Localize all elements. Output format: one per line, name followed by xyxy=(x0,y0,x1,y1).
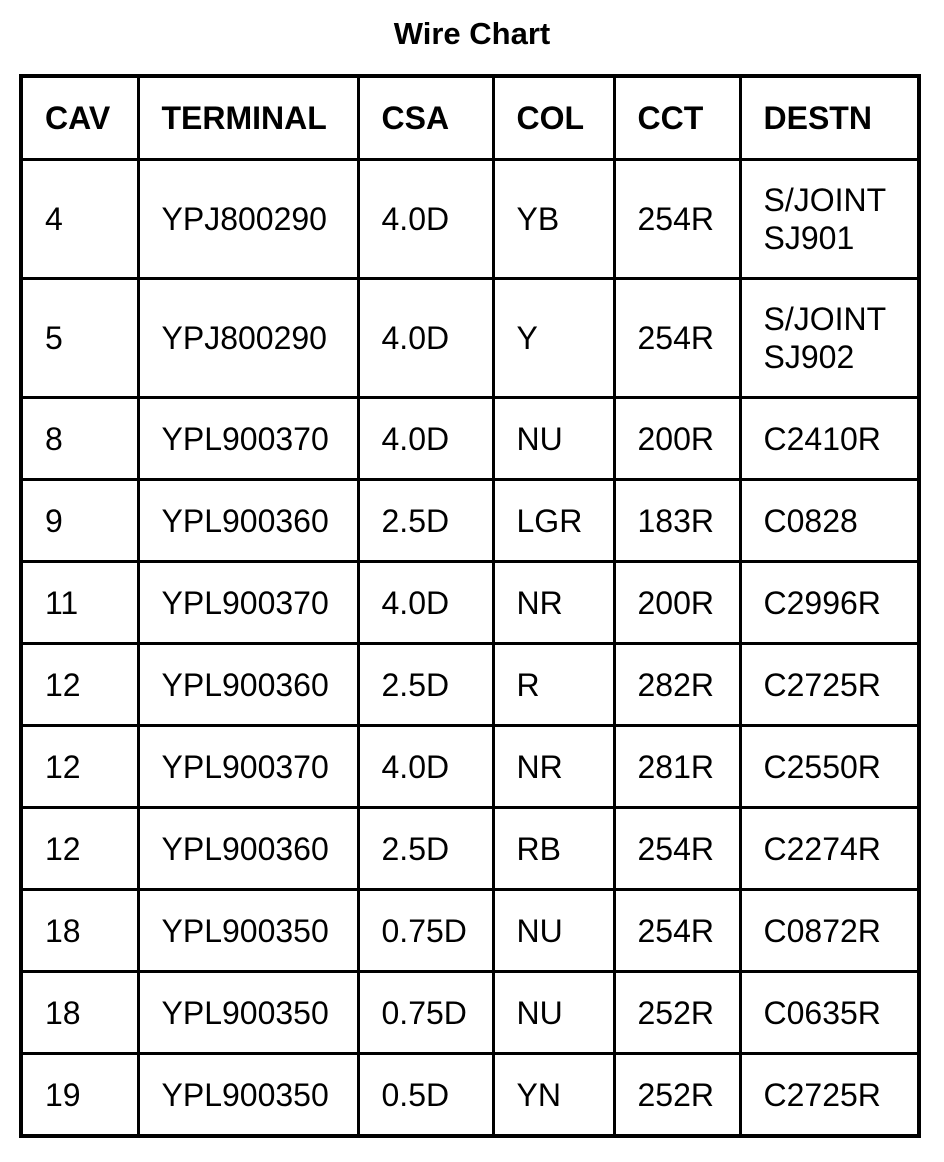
table-row xyxy=(21,1054,919,1137)
cav-cell: 12 xyxy=(21,808,138,890)
wire-chart-table xyxy=(19,74,921,1138)
header-row xyxy=(21,76,919,160)
cct-cell: 281R xyxy=(614,726,740,808)
table-row xyxy=(21,398,919,480)
csa-cell: 0.75D xyxy=(358,890,493,972)
col-cell: R xyxy=(493,644,614,726)
destn-cell xyxy=(740,160,919,279)
table-row xyxy=(21,890,919,972)
cav-cell: 18 xyxy=(21,890,138,972)
terminal-cell: YPL900360 xyxy=(138,480,358,562)
csa-cell: 4.0D xyxy=(358,398,493,480)
cav-cell: 11 xyxy=(21,562,138,644)
page-title: Wire Chart xyxy=(393,16,551,51)
cct-cell: 254R xyxy=(614,160,740,279)
header-destn: DESTN xyxy=(740,76,919,160)
terminal-cell: YPL900370 xyxy=(138,398,358,480)
col-cell: NR xyxy=(493,726,614,808)
cct-cell: 282R xyxy=(614,644,740,726)
col-cell: Y xyxy=(493,279,614,398)
header-col: COL xyxy=(493,76,614,160)
col-cell: NU xyxy=(493,972,614,1054)
destn-cell: C2725R xyxy=(740,644,919,726)
table-row xyxy=(21,160,919,279)
cct-cell: 183R xyxy=(614,480,740,562)
table-row xyxy=(21,808,919,890)
cct-cell: 254R xyxy=(614,279,740,398)
cav-cell: 12 xyxy=(21,644,138,726)
csa-cell: 2.5D xyxy=(358,644,493,726)
destn-cell: C2725R xyxy=(740,1054,919,1137)
col-cell: NU xyxy=(493,890,614,972)
cct-cell: 252R xyxy=(614,1054,740,1137)
table-row xyxy=(21,726,919,808)
header-cav: CAV xyxy=(21,76,138,160)
table-row xyxy=(21,644,919,726)
col-cell: RB xyxy=(493,808,614,890)
csa-cell: 2.5D xyxy=(358,480,493,562)
cav-cell: 12 xyxy=(21,726,138,808)
table-row xyxy=(21,972,919,1054)
destn-cell: C2550R xyxy=(740,726,919,808)
destn-cell: C0872R xyxy=(740,890,919,972)
destn-cell: C2274R xyxy=(740,808,919,890)
cct-cell: 200R xyxy=(614,398,740,480)
terminal-cell: YPL900350 xyxy=(138,972,358,1054)
destn-cell: C0635R xyxy=(740,972,919,1054)
terminal-cell: YPL900350 xyxy=(138,890,358,972)
destn-line: SJ902 xyxy=(763,339,855,375)
cct-cell: 200R xyxy=(614,562,740,644)
cct-cell: 252R xyxy=(614,972,740,1054)
terminal-cell: YPL900370 xyxy=(138,562,358,644)
destn-cell: C2996R xyxy=(740,562,919,644)
terminal-cell: YPL900350 xyxy=(138,1054,358,1137)
header-csa: CSA xyxy=(358,76,493,160)
destn-line: S/JOINT xyxy=(763,182,887,218)
cav-cell: 4 xyxy=(21,160,138,279)
cav-cell: 8 xyxy=(21,398,138,480)
csa-cell: 4.0D xyxy=(358,160,493,279)
cav-cell: 19 xyxy=(21,1054,138,1137)
header-terminal: TERMINAL xyxy=(138,76,358,160)
col-cell: YB xyxy=(493,160,614,279)
terminal-cell: YPJ800290 xyxy=(138,160,358,279)
table-row xyxy=(21,480,919,562)
terminal-cell: YPL900360 xyxy=(138,808,358,890)
table-row xyxy=(21,279,919,398)
col-cell: NR xyxy=(493,562,614,644)
csa-cell: 2.5D xyxy=(358,808,493,890)
table-row xyxy=(21,562,919,644)
csa-cell: 4.0D xyxy=(358,726,493,808)
col-cell: NU xyxy=(493,398,614,480)
destn-cell: C2410R xyxy=(740,398,919,480)
csa-cell: 0.5D xyxy=(358,1054,493,1137)
csa-cell: 0.75D xyxy=(358,972,493,1054)
cav-cell: 18 xyxy=(21,972,138,1054)
cct-cell: 254R xyxy=(614,808,740,890)
csa-cell: 4.0D xyxy=(358,562,493,644)
destn-line: S/JOINT xyxy=(763,301,887,337)
col-cell: LGR xyxy=(493,480,614,562)
cav-cell: 5 xyxy=(21,279,138,398)
cct-cell: 254R xyxy=(614,890,740,972)
header-cct: CCT xyxy=(614,76,740,160)
terminal-cell: YPL900360 xyxy=(138,644,358,726)
destn-cell xyxy=(740,279,919,398)
terminal-cell: YPL900370 xyxy=(138,726,358,808)
terminal-cell: YPJ800290 xyxy=(138,279,358,398)
destn-cell: C0828 xyxy=(740,480,919,562)
cav-cell: 9 xyxy=(21,480,138,562)
col-cell: YN xyxy=(493,1054,614,1137)
destn-line: SJ901 xyxy=(763,220,855,256)
csa-cell: 4.0D xyxy=(358,279,493,398)
